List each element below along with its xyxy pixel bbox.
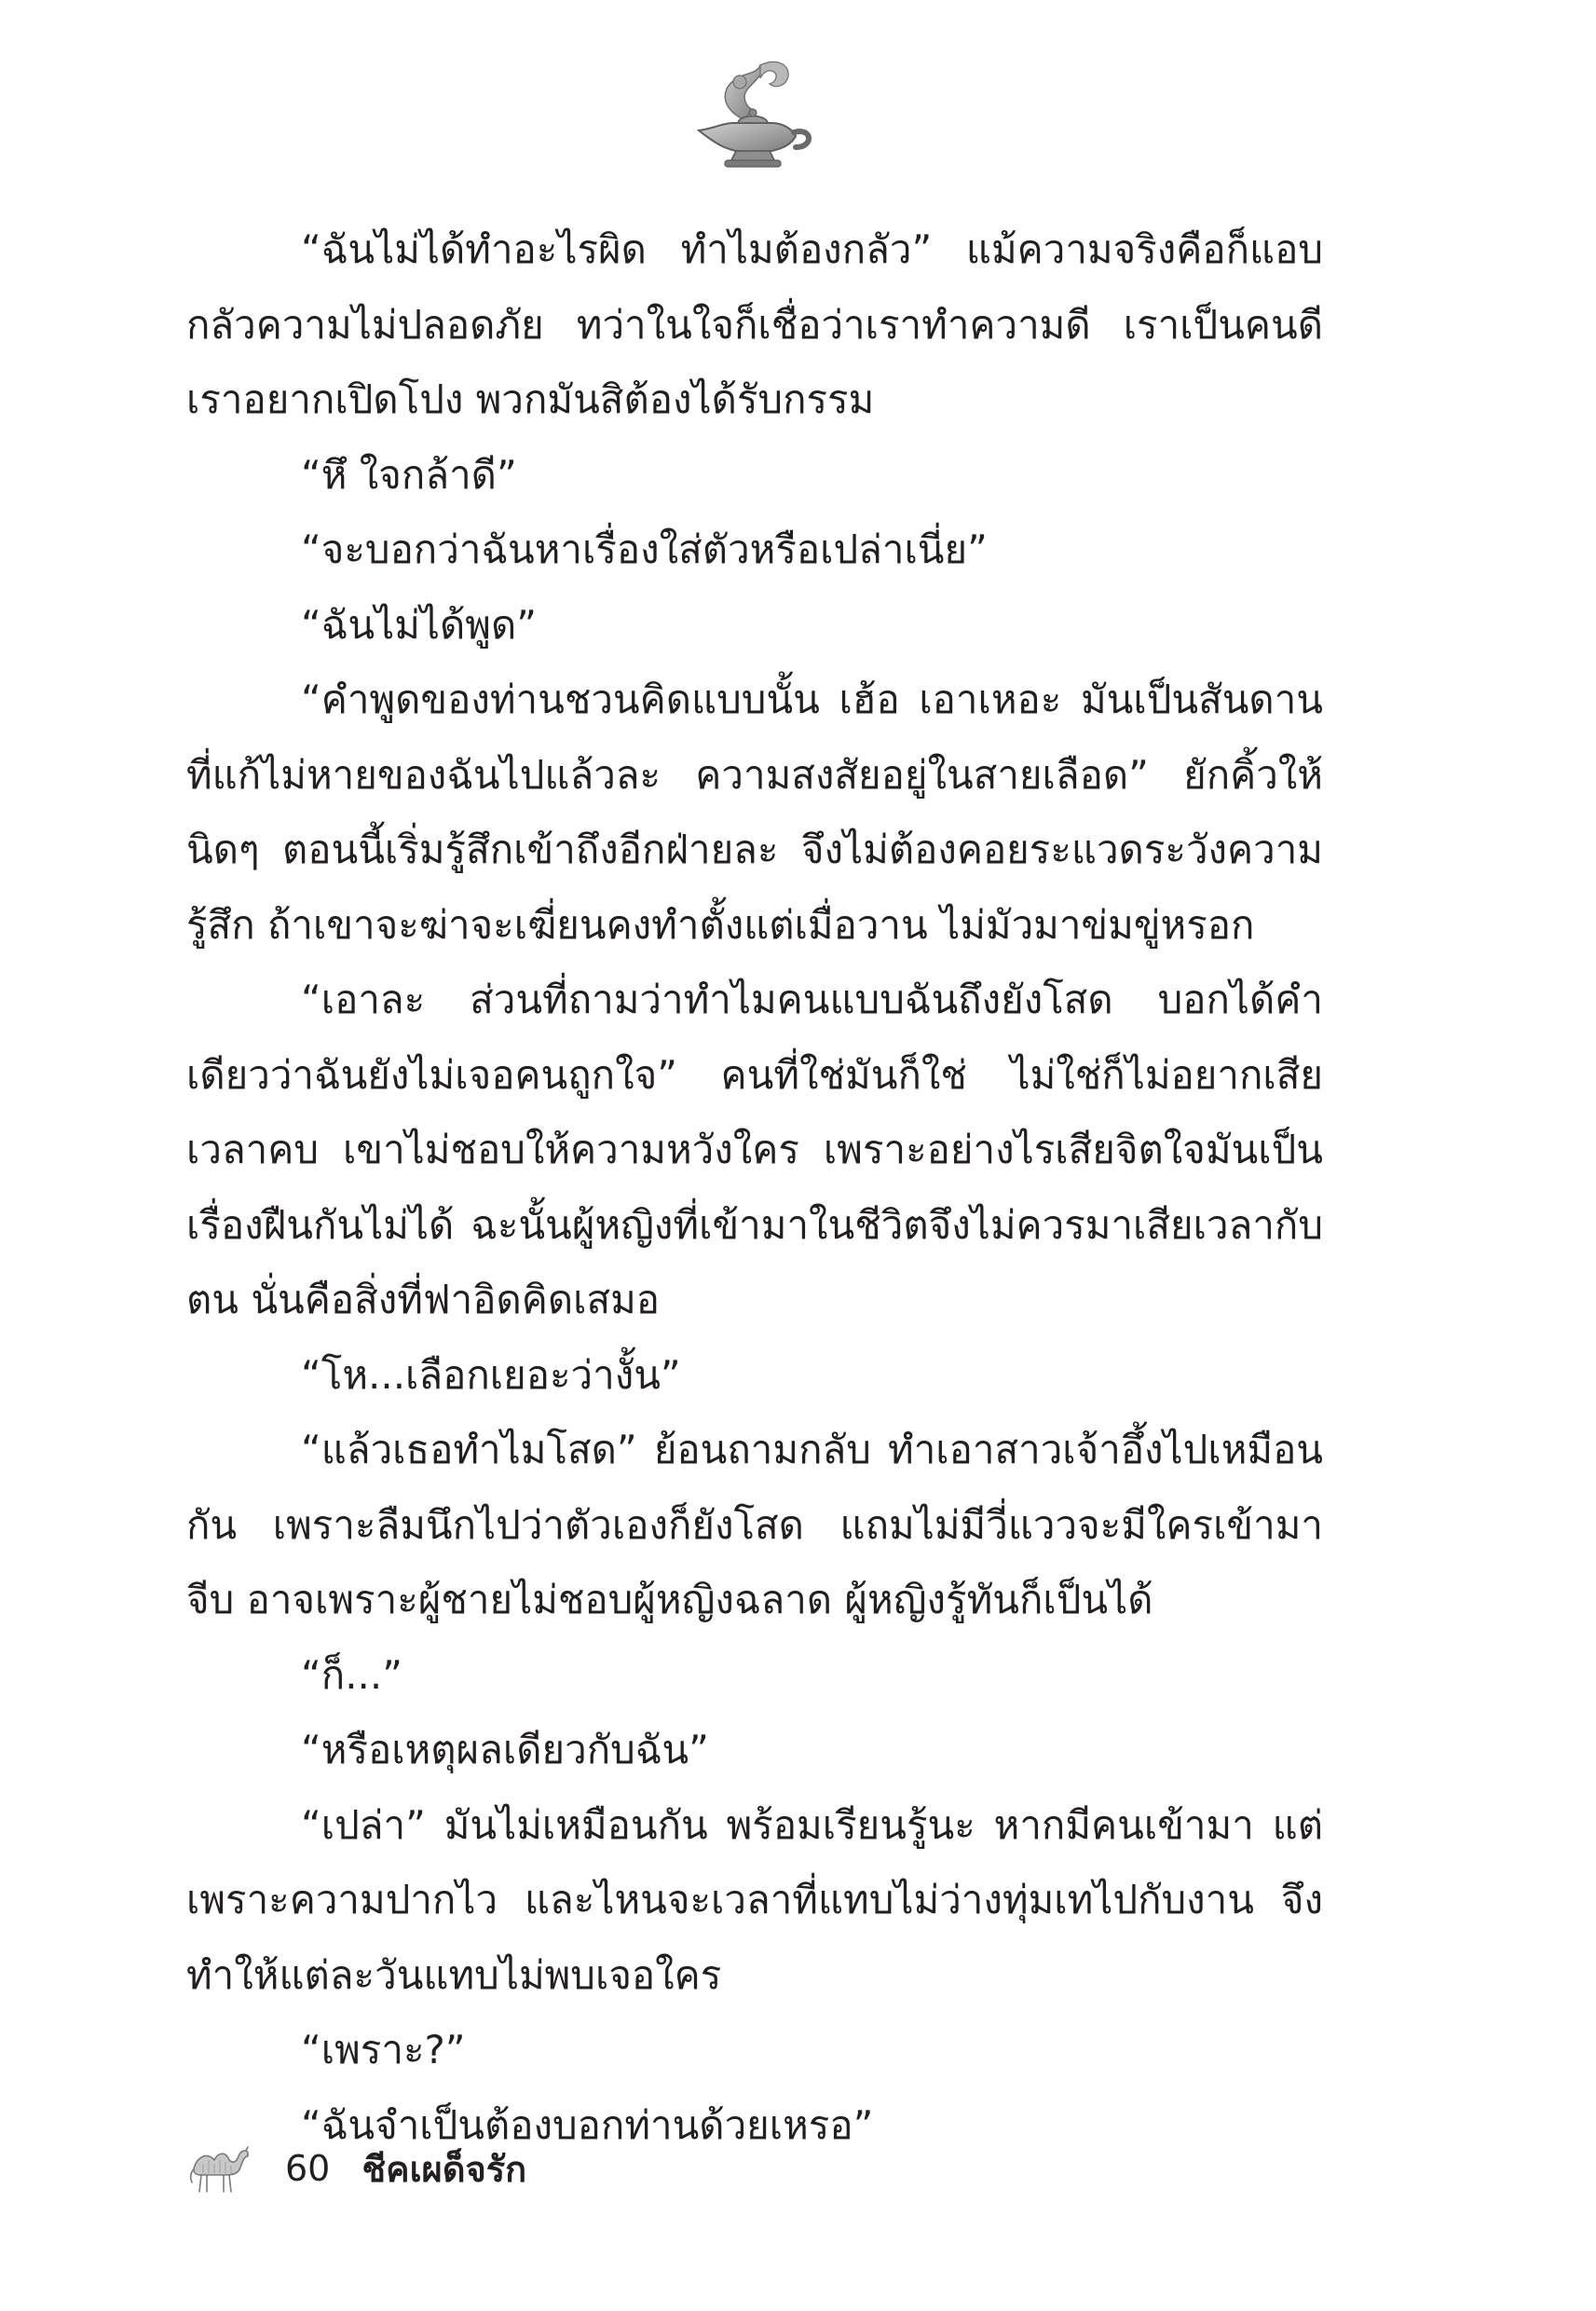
paragraph: “ฉันไม่ได้พูด” — [301, 601, 538, 648]
paragraph: “เอาละ ส่วนที่ถามว่าทำไมคนแบบฉันถึงยังโสด บอกได้คำเดียวว่าฉันยังไม่เจอคนถูกใจ” คนที่ใช่มันก็ใช่ ไม่ใช่ก็ไม่อยากเสียเวลาคบ เขาไม่ชอบให้ความหวังใคร เพราะอย่างไรเสียจิตใจมันเป็นเรื่องฝืนกันไม่ได้ ฉะนั้นผู้หญิงที่เข้ามาในชีวิตจึงไม่ควรมาเสียเวลากับตน นั่นคือสิ่งที่ฟาอิดคิดเสมอ — [186, 977, 1323, 1322]
paragraph: “เปล่า” มันไม่เหมือนกัน พร้อมเรียนรู้นะ หากมีคนเข้ามา แต่เพราะความปากไว และไหนจะเวลาที่แทบไม่ว่างทุ่มเทไปกับงาน จึงทำให้แต่ละวันแทบไม่พบเจอใคร — [186, 1801, 1323, 1998]
page-number: 60 — [285, 2148, 331, 2189]
paragraph: “โห...เลือกเยอะว่างั้น” — [301, 1351, 681, 1398]
paragraph: “แล้วเธอทำไมโสด” ย้อนถามกลับ ทำเอาสาวเจ้าอึ้งไปเหมือนกัน เพราะลืมนึกไปว่าตัวเองก็ยังโสด แถมไม่มีวี่แววจะมีใครเข้ามาจีบ อาจเพราะผู้ชายไม่ชอบผู้หญิงฉลาด ผู้หญิงรู้ทันก็เป็นได้ — [186, 1427, 1323, 1622]
paragraph: “ก็...” — [301, 1651, 402, 1698]
book-title: ชีคเผด็จรัก — [361, 2148, 527, 2190]
paragraph: “หึ ใจกล้าดี” — [301, 451, 517, 498]
paragraph: “เพราะ?” — [301, 2027, 466, 2072]
paragraph: “จะบอกว่าฉันหาเรื่องใส่ตัวหรือเปล่าเนี่ย” — [301, 526, 988, 572]
camel-icon — [186, 2141, 253, 2195]
body-text — [186, 212, 1323, 2163]
page-footer — [186, 2139, 526, 2198]
paragraph: “ฉันไม่ได้ทำอะไรผิด ทำไมต้องกลัว” แม้ความจริงคือก็แอบกลัวความไม่ปลอดภัย ทว่าในใจก็เชื่อว่าเราทำความดี เราเป็นคนดี เราอยากเปิดโปง พวกมันสิต้องได้รับกรรม — [186, 226, 1323, 422]
paragraph: “ฉันจำเป็นต้องบอกท่านด้วยเหรอ” — [301, 2101, 874, 2148]
genie-lamp-icon — [686, 54, 816, 173]
paragraph: “คำพูดของท่านชวนคิดแบบนั้น เฮ้อ เอาเหอะ มันเป็นสันดานที่แก้ไม่หายของฉันไปแล้วละ ความสงสัยอยู่ในสายเลือด” ยักคิ้วให้นิดๆ ตอนนี้เริ่มรู้สึกเข้าถึงอีกฝ่ายละ จึงไม่ต้องคอยระแวดระวังความรู้สึก ถ้าเขาจะฆ่าจะเฆี่ยนคงทำตั้งแต่เมื่อวาน ไม่มัวมาข่มขู่หรอก — [186, 677, 1323, 948]
paragraph: “หรือเหตุผลเดียวกับฉัน” — [301, 1727, 709, 1772]
